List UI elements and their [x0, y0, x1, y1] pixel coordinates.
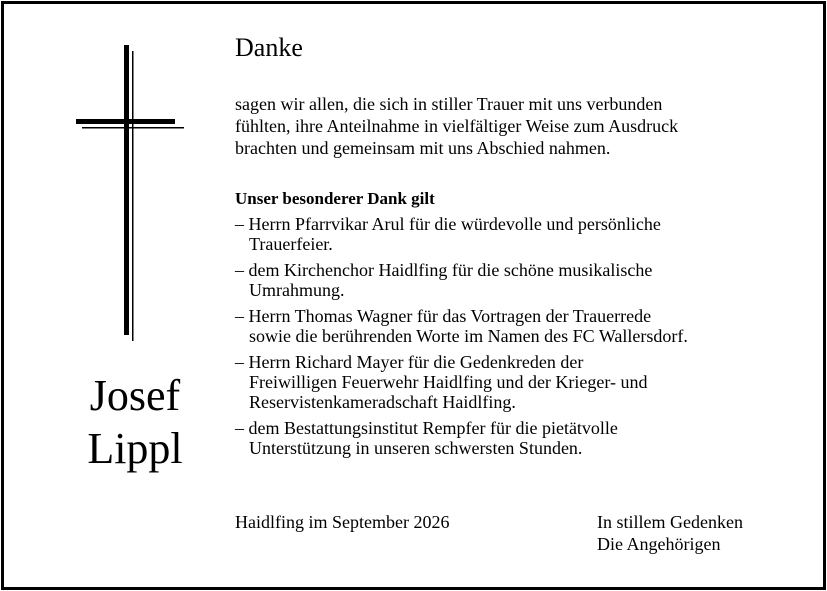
thanks-line: Freiwilligen Feuerwehr Haidlfing und der Krieger- und	[249, 372, 648, 392]
notice-heading: Danke	[235, 33, 303, 62]
closing-signature	[597, 511, 743, 555]
deceased-first-name: Josef	[89, 371, 181, 420]
thanks-line: – Herrn Pfarrvikar Arul für die würdevolle und persönliche	[235, 214, 661, 234]
thanks-item	[235, 352, 795, 412]
intro-line: sagen wir allen, die sich in stiller Trauer mit uns verbunden	[235, 94, 663, 114]
thanks-line: Trauerfeier.	[249, 234, 333, 254]
thanks-line: – Herrn Richard Mayer für die Gedenkreden der	[235, 352, 584, 372]
thanks-item	[235, 260, 795, 300]
intro-text	[235, 93, 795, 159]
cross-icon	[76, 45, 184, 341]
thanks-line: Unterstützung in unseren schwersten Stunden.	[249, 438, 583, 458]
intro-line: brachten und gemeinsam mit uns Abschied nahmen.	[235, 138, 611, 158]
deceased-last-name: Lippl	[87, 424, 183, 473]
closing-line: Die Angehörigen	[597, 534, 721, 554]
thanks-heading: Unser besonderer Dank gilt	[235, 189, 435, 208]
thanks-line: – dem Bestattungsinstitut Rempfer für die pietätvolle	[235, 418, 618, 438]
thanks-item	[235, 306, 795, 346]
thanks-line: Umrahmung.	[249, 280, 345, 300]
closing-line: In stillem Gedenken	[597, 512, 743, 532]
place-date: Haidlfing im September 2026	[235, 512, 450, 532]
intro-line: fühlten, ihre Anteilnahme in vielfältiger Weise zum Ausdruck	[235, 116, 679, 136]
thanks-line: – Herrn Thomas Wagner für das Vortragen der Trauerrede	[235, 306, 652, 326]
thanks-line: – dem Kirchenchor Haidlfing für die schöne musikalische	[235, 260, 653, 280]
thanks-line: sowie die berührenden Worte im Namen des FC Wallersdorf.	[249, 326, 688, 346]
thanks-list	[235, 214, 795, 464]
thanks-line: Reservistenkameradschaft Haidlfing.	[249, 392, 516, 412]
thanks-item	[235, 214, 795, 254]
thanks-item	[235, 418, 795, 458]
